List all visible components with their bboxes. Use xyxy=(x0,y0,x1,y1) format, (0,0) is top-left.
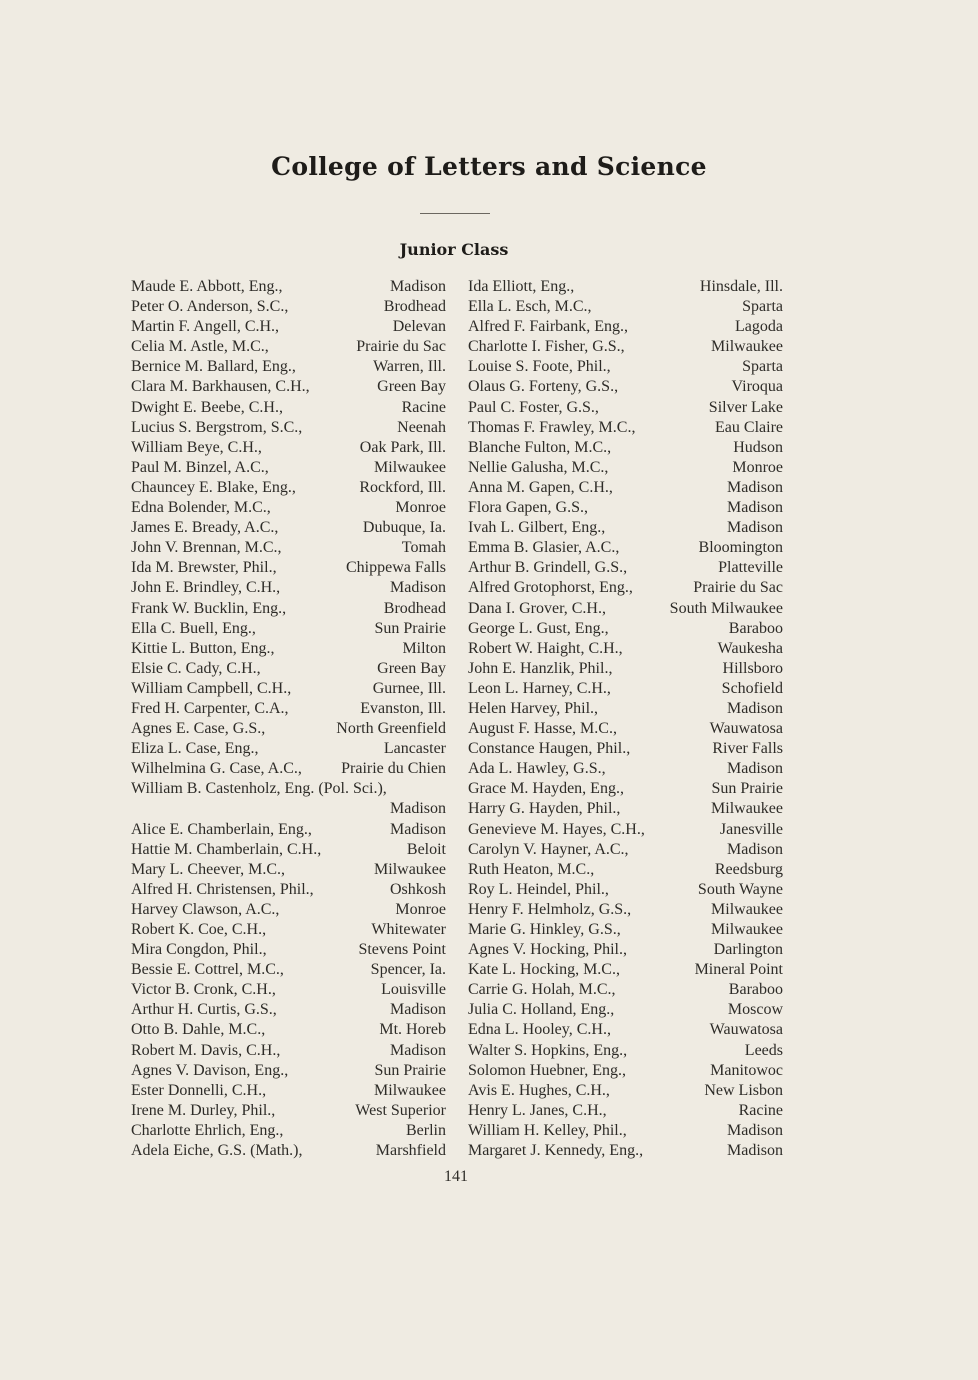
student-name: Edna L. Hooley, C.H., xyxy=(468,1021,611,1039)
student-hometown: Milwaukee xyxy=(711,338,783,356)
student-entry xyxy=(131,599,446,619)
student-hometown: Schofield xyxy=(721,679,783,697)
student-hometown: Waukesha xyxy=(717,639,783,657)
student-name: Henry L. Janes, C.H., xyxy=(468,1101,607,1119)
student-hometown: Madison xyxy=(390,579,446,597)
student-hometown: Mt. Horeb xyxy=(379,1021,446,1039)
student-entry xyxy=(468,1020,783,1040)
student-name: Adela Eiche, G.S. (Math.), xyxy=(131,1142,303,1160)
student-name: Ida Elliott, Eng., xyxy=(468,278,575,295)
student-name: Celia M. Astle, M.C., xyxy=(131,338,269,356)
student-name: Alice E. Chamberlain, Eng., xyxy=(131,820,312,838)
student-hometown: Madison xyxy=(390,1001,446,1019)
student-name: Thomas F. Frawley, M.C., xyxy=(468,418,636,436)
student-hometown: Baraboo xyxy=(728,619,783,637)
student-entry xyxy=(468,478,783,498)
student-name: Irene M. Durley, Phil., xyxy=(131,1101,276,1119)
student-entry xyxy=(468,920,783,940)
student-name: Margaret J. Kennedy, Eng., xyxy=(468,1142,644,1160)
student-entry xyxy=(131,1081,446,1101)
student-name: John E. Brindley, C.H., xyxy=(131,579,281,597)
student-hometown: Prairie du Chien xyxy=(341,760,446,778)
student-entry xyxy=(131,1101,446,1121)
student-entry xyxy=(468,1041,783,1061)
student-hometown: Louisville xyxy=(381,981,446,999)
student-name: Bessie E. Cottrel, M.C., xyxy=(131,961,284,979)
student-entry xyxy=(468,1061,783,1081)
student-name: Solomon Huebner, Eng., xyxy=(468,1061,627,1079)
student-hometown: Beloit xyxy=(406,840,446,858)
student-entry xyxy=(131,920,446,940)
student-entry xyxy=(468,317,783,337)
student-hometown: New Lisbon xyxy=(704,1081,783,1099)
student-hometown: Monroe xyxy=(395,499,446,517)
student-entry xyxy=(468,1081,783,1101)
student-name: Carrie G. Holah, M.C., xyxy=(468,981,616,999)
student-hometown: Delevan xyxy=(392,318,446,336)
student-hometown: West Superior xyxy=(355,1101,446,1119)
student-name: Paul C. Foster, G.S., xyxy=(468,398,599,416)
student-hometown: Green Bay xyxy=(377,378,446,396)
student-name: Robert M. Davis, C.H., xyxy=(131,1041,281,1059)
student-entry xyxy=(131,759,446,779)
student-entry xyxy=(131,337,446,357)
student-entry xyxy=(131,980,446,1000)
student-entry xyxy=(131,538,446,558)
student-entry xyxy=(131,438,446,458)
student-entry xyxy=(468,1101,783,1121)
student-hometown: Madison xyxy=(727,478,783,496)
student-entry xyxy=(131,719,446,739)
student-entry xyxy=(131,739,446,759)
student-hometown: Milwaukee xyxy=(374,1081,446,1099)
student-hometown: Viroqua xyxy=(731,378,783,396)
student-hometown: Madison xyxy=(727,1121,783,1139)
student-hometown: Sun Prairie xyxy=(374,619,446,637)
student-name: Arthur B. Grindell, G.S., xyxy=(468,559,628,577)
student-hometown: North Greenfield xyxy=(336,720,446,738)
student-hometown: Neenah xyxy=(397,418,446,436)
student-hometown: Warren, Ill. xyxy=(373,358,446,376)
student-name: Carolyn V. Hayner, A.C., xyxy=(468,840,629,858)
student-entry xyxy=(131,578,446,598)
student-hometown: Milwaukee xyxy=(374,458,446,476)
student-hometown: Milwaukee xyxy=(374,860,446,878)
student-name: Mary L. Cheever, M.C., xyxy=(131,860,285,878)
student-hometown: Lagoda xyxy=(735,318,783,336)
student-hometown: Sun Prairie xyxy=(711,780,783,798)
student-entry xyxy=(468,1121,783,1141)
student-entry xyxy=(468,759,783,779)
student-hometown: Madison xyxy=(727,840,783,858)
student-name: Kate L. Hocking, M.C., xyxy=(468,961,620,979)
student-entry xyxy=(131,377,446,397)
student-name: Alfred F. Fairbank, Eng., xyxy=(468,318,629,336)
student-name: Ida M. Brewster, Phil., xyxy=(131,559,277,577)
student-hometown: Madison xyxy=(727,699,783,717)
student-entry xyxy=(468,840,783,860)
student-name: Emma B. Glasier, A.C., xyxy=(468,539,620,557)
student-entry xyxy=(468,1000,783,1020)
student-entry xyxy=(131,478,446,498)
student-hometown: Prairie du Sac xyxy=(693,579,783,597)
student-hometown: Whitewater xyxy=(371,921,446,938)
student-hometown: Lancaster xyxy=(383,740,446,758)
student-name: Alfred H. Christensen, Phil., xyxy=(131,880,314,898)
student-name: Anna M. Gapen, C.H., xyxy=(468,478,613,496)
student-entry xyxy=(131,1141,446,1161)
student-hometown: Platteville xyxy=(718,559,783,577)
student-hometown: Milton xyxy=(402,639,446,657)
student-entry xyxy=(131,820,446,840)
student-name: Elsie C. Cady, C.H., xyxy=(131,659,261,677)
student-entry xyxy=(131,418,446,438)
student-name: Kittie L. Button, Eng., xyxy=(131,639,275,657)
student-name: Agnes V. Davison, Eng., xyxy=(131,1061,289,1079)
student-hometown: Leeds xyxy=(744,1041,783,1059)
student-name: George L. Gust, Eng., xyxy=(468,619,609,637)
student-entry xyxy=(468,578,783,598)
student-entry xyxy=(131,619,446,639)
student-entry xyxy=(131,317,446,337)
student-entry xyxy=(468,659,783,679)
student-entry xyxy=(468,860,783,880)
student-entry xyxy=(131,699,446,719)
student-name: Ella L. Esch, M.C., xyxy=(468,298,592,316)
student-entry xyxy=(468,518,783,538)
student-hometown: Madison xyxy=(727,519,783,537)
student-hometown: Dubuque, Ia. xyxy=(362,519,446,537)
student-hometown: Madison xyxy=(390,278,446,295)
student-entry xyxy=(131,1121,446,1141)
student-entry xyxy=(468,880,783,900)
student-hometown: Madison xyxy=(390,1041,446,1059)
student-entry xyxy=(131,357,446,377)
student-name: Hattie M. Chamberlain, C.H., xyxy=(131,840,322,858)
student-hometown: Rockford, Ill. xyxy=(359,478,446,496)
right-name-column xyxy=(468,277,783,1161)
student-entry xyxy=(468,980,783,1000)
student-entry xyxy=(468,357,783,377)
student-name: James E. Bready, A.C., xyxy=(131,519,279,537)
student-name: John V. Brennan, M.C., xyxy=(131,539,282,557)
student-hometown: Madison xyxy=(727,1142,783,1160)
student-entry xyxy=(131,277,446,297)
student-entry xyxy=(131,1061,446,1081)
student-hometown: Sun Prairie xyxy=(374,1061,446,1079)
student-entry xyxy=(468,458,783,478)
student-name: Ester Donnelli, C.H., xyxy=(131,1081,267,1099)
student-hometown: Darlington xyxy=(713,941,783,959)
student-name: Robert W. Haight, C.H., xyxy=(468,639,623,657)
student-name: Dwight E. Beebe, C.H., xyxy=(131,398,283,416)
student-name: Alfred Grotophorst, Eng., xyxy=(468,579,633,597)
student-entry xyxy=(468,719,783,739)
student-entry xyxy=(131,639,446,659)
student-entry xyxy=(131,1041,446,1061)
student-name: Walter S. Hopkins, Eng., xyxy=(468,1041,628,1059)
student-entry xyxy=(468,900,783,920)
student-name: Avis E. Hughes, C.H., xyxy=(468,1081,610,1099)
student-entry xyxy=(131,1000,446,1020)
student-name: Charlotte Ehrlich, Eng., xyxy=(131,1121,284,1139)
student-name: Roy L. Heindel, Phil., xyxy=(468,880,609,898)
student-name: Leon L. Harney, C.H., xyxy=(468,679,611,697)
student-name: Louise S. Foote, Phil., xyxy=(468,358,611,376)
student-name: William Campbell, C.H., xyxy=(131,679,292,697)
student-hometown: Monroe xyxy=(732,458,783,476)
student-entry xyxy=(131,960,446,980)
student-name: Julia C. Holland, Eng., xyxy=(468,1001,615,1019)
student-name: Maude E. Abbott, Eng., xyxy=(131,278,283,295)
student-entry xyxy=(131,840,446,860)
student-entry xyxy=(131,679,446,699)
student-hometown: Monroe xyxy=(395,900,446,918)
student-hometown: Brodhead xyxy=(383,599,446,617)
student-hometown: Wauwatosa xyxy=(709,720,783,738)
student-entry xyxy=(131,1020,446,1040)
student-name: Clara M. Barkhausen, C.H., xyxy=(131,378,310,396)
student-entry xyxy=(468,940,783,960)
student-name: Olaus G. Forteny, G.S., xyxy=(468,378,619,396)
student-entry xyxy=(131,659,446,679)
student-hometown: Janesville xyxy=(719,820,783,838)
student-entry xyxy=(468,639,783,659)
student-name: Fred H. Carpenter, C.A., xyxy=(131,699,289,717)
student-name: Arthur H. Curtis, G.S., xyxy=(131,1001,277,1019)
student-name: Otto B. Dahle, M.C., xyxy=(131,1021,266,1039)
student-hometown: Berlin xyxy=(406,1121,446,1139)
student-entry xyxy=(468,398,783,418)
student-name: Marie G. Hinkley, G.S., xyxy=(468,921,621,938)
student-name: Nellie Galusha, M.C., xyxy=(468,458,609,476)
page-number: 141 xyxy=(444,1168,468,1185)
student-entry xyxy=(131,880,446,900)
student-hometown: Silver Lake xyxy=(708,398,783,416)
student-entry xyxy=(131,498,446,518)
student-entry xyxy=(131,779,446,799)
student-name: Ivah L. Gilbert, Eng., xyxy=(468,519,606,537)
student-entry xyxy=(131,518,446,538)
student-hometown: Hudson xyxy=(733,438,783,456)
student-hometown: Madison xyxy=(727,760,783,778)
student-entry xyxy=(468,538,783,558)
student-entry xyxy=(468,820,783,840)
student-hometown: Milwaukee xyxy=(711,900,783,918)
student-hometown: Oshkosh xyxy=(389,880,446,898)
student-hometown: Madison xyxy=(390,800,446,818)
student-entry xyxy=(468,498,783,518)
student-name: Agnes E. Case, G.S., xyxy=(131,720,266,738)
student-name: Genevieve M. Hayes, C.H., xyxy=(468,820,645,838)
student-entry xyxy=(131,900,446,920)
student-name: Ruth Heaton, M.C., xyxy=(468,860,595,878)
student-name: Wilhelmina G. Case, A.C., xyxy=(131,760,302,778)
student-entry xyxy=(131,940,446,960)
student-hometown: Spencer, Ia. xyxy=(370,961,446,979)
student-name: Martin F. Angell, C.H., xyxy=(131,318,280,336)
student-hometown: Wauwatosa xyxy=(709,1021,783,1039)
student-name: Robert K. Coe, C.H., xyxy=(131,921,267,938)
student-hometown: River Falls xyxy=(712,740,783,758)
student-name: Lucius S. Bergstrom, S.C., xyxy=(131,418,303,436)
student-name: Blanche Fulton, M.C., xyxy=(468,438,612,456)
student-hometown: Racine xyxy=(401,398,446,416)
student-name: Edna Bolender, M.C., xyxy=(131,499,271,517)
student-hometown: Racine xyxy=(738,1101,783,1119)
student-hometown: Mineral Point xyxy=(694,961,783,979)
student-entry xyxy=(468,418,783,438)
student-name: Constance Haugen, Phil., xyxy=(468,740,631,758)
student-name: Helen Harvey, Phil., xyxy=(468,699,599,717)
student-hometown: Hillsboro xyxy=(722,659,783,677)
student-name: Grace M. Hayden, Eng., xyxy=(468,780,624,798)
student-entry xyxy=(468,297,783,317)
title-divider xyxy=(420,213,490,214)
student-hometown: Prairie du Sac xyxy=(356,338,446,356)
student-hometown: Gurnee, Ill. xyxy=(372,679,446,697)
student-name: Eliza L. Case, Eng., xyxy=(131,740,259,758)
student-name: Frank W. Bucklin, Eng., xyxy=(131,599,287,617)
student-hometown: Chippewa Falls xyxy=(346,559,446,577)
student-entry xyxy=(468,699,783,719)
student-hometown: South Wayne xyxy=(697,880,783,898)
student-name: William H. Kelley, Phil., xyxy=(468,1121,627,1139)
student-name: Henry F. Helmholz, G.S., xyxy=(468,900,632,918)
student-hometown: Stevens Point xyxy=(358,941,446,959)
student-entry xyxy=(468,438,783,458)
student-hometown: Tomah xyxy=(401,539,446,557)
student-name: Agnes V. Hocking, Phil., xyxy=(468,941,627,959)
student-hometown: Milwaukee xyxy=(711,921,783,938)
student-name: Peter O. Anderson, S.C., xyxy=(131,298,289,316)
student-hometown: Madison xyxy=(727,499,783,517)
student-entry xyxy=(468,679,783,699)
student-name: Mira Congdon, Phil., xyxy=(131,941,267,959)
student-entry xyxy=(131,398,446,418)
left-name-column xyxy=(131,277,446,1161)
section-heading: Junior Class xyxy=(399,240,509,259)
student-name: William B. Castenholz, Eng. (Pol. Sci.), xyxy=(131,780,387,798)
student-name: Bernice M. Ballard, Eng., xyxy=(131,358,296,376)
student-entry xyxy=(468,960,783,980)
student-entry xyxy=(131,860,446,880)
student-hometown: Bloomington xyxy=(698,539,783,557)
student-hometown: Moscow xyxy=(727,1001,783,1019)
student-name: William Beye, C.H., xyxy=(131,438,262,456)
student-name: Dana I. Grover, C.H., xyxy=(468,599,606,617)
student-hometown: Marshfield xyxy=(375,1142,446,1160)
student-name: Charlotte I. Fisher, G.S., xyxy=(468,338,625,356)
student-name: Ella C. Buell, Eng., xyxy=(131,619,256,637)
student-entry xyxy=(468,1141,783,1161)
student-name: Flora Gapen, G.S., xyxy=(468,499,588,517)
student-name: Chauncey E. Blake, Eng., xyxy=(131,478,296,496)
student-entry xyxy=(468,619,783,639)
student-name: Harry G. Hayden, Phil., xyxy=(468,800,621,818)
student-hometown: Oak Park, Ill. xyxy=(359,438,446,456)
student-hometown: Baraboo xyxy=(728,981,783,999)
student-hometown: Green Bay xyxy=(377,659,446,677)
student-entry xyxy=(468,739,783,759)
student-entry xyxy=(468,277,783,297)
student-name: John E. Hanzlik, Phil., xyxy=(468,659,613,677)
student-name: August F. Hasse, M.C., xyxy=(468,720,617,738)
student-entry xyxy=(131,799,446,819)
student-entry xyxy=(131,458,446,478)
student-entry xyxy=(468,377,783,397)
student-hometown: South Milwaukee xyxy=(669,599,783,617)
student-entry xyxy=(131,558,446,578)
student-entry xyxy=(468,799,783,819)
student-hometown: Sparta xyxy=(742,358,783,376)
student-name: Victor B. Cronk, C.H., xyxy=(131,981,276,999)
student-entry xyxy=(468,558,783,578)
student-entry xyxy=(468,599,783,619)
student-hometown: Evanston, Ill. xyxy=(360,699,446,717)
student-hometown: Reedsburg xyxy=(714,860,783,878)
student-entry xyxy=(131,297,446,317)
student-hometown: Sparta xyxy=(742,298,783,316)
student-hometown: Eau Claire xyxy=(715,418,783,436)
student-hometown: Madison xyxy=(390,820,446,838)
student-name: Harvey Clawson, A.C., xyxy=(131,900,280,918)
student-entry xyxy=(468,337,783,357)
student-name: Ada L. Hawley, G.S., xyxy=(468,760,606,778)
student-entry xyxy=(468,779,783,799)
student-hometown: Manitowoc xyxy=(710,1061,783,1079)
student-name: Paul M. Binzel, A.C., xyxy=(131,458,269,476)
student-hometown: Brodhead xyxy=(383,298,446,316)
student-hometown: Milwaukee xyxy=(711,800,783,818)
student-hometown: Hinsdale, Ill. xyxy=(699,278,783,295)
page-title: College of Letters and Science xyxy=(271,152,707,181)
